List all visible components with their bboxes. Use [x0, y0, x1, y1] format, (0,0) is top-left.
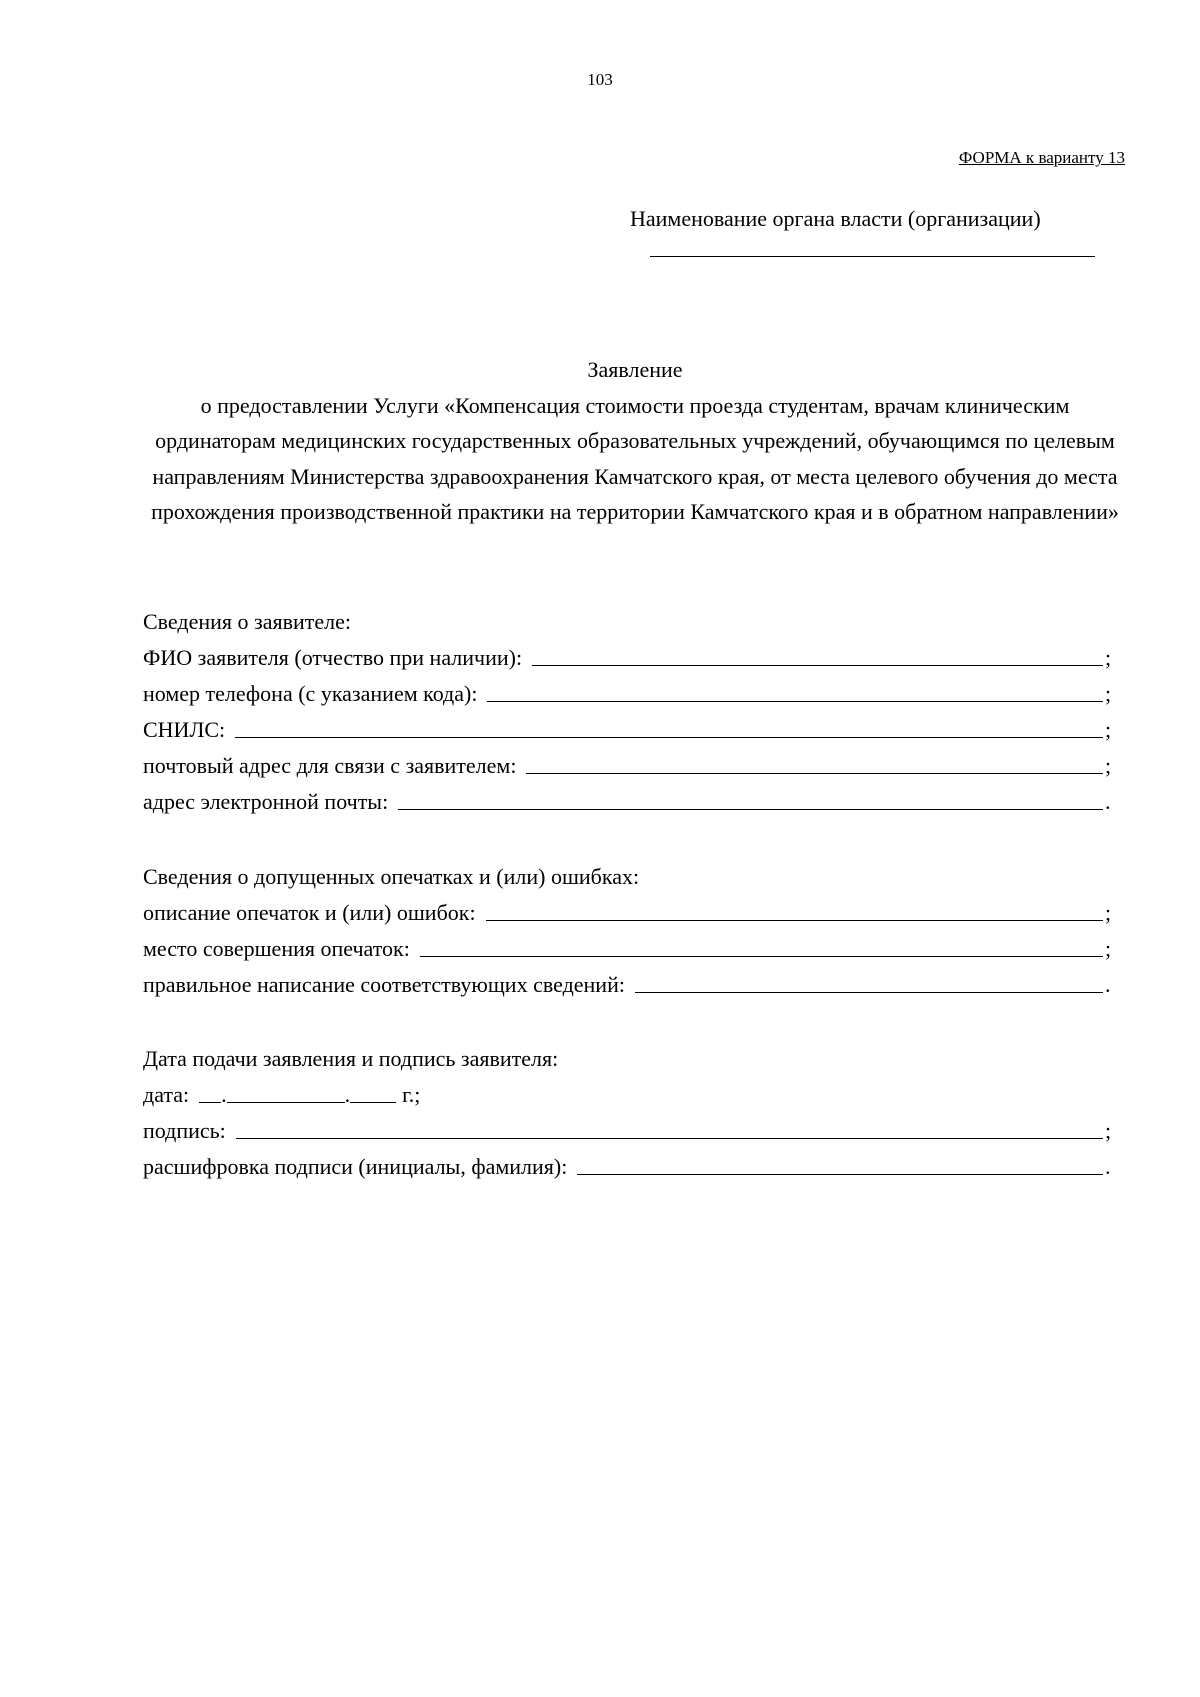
date-year-field[interactable] [350, 1102, 396, 1103]
field-terminator: . [1105, 1154, 1111, 1179]
form-reference: ФОРМА к варианту 13 [958, 148, 1125, 167]
applicant-address-label: почтовый адрес для связи с заявителем: [143, 753, 517, 778]
errors-correct-row [143, 967, 1115, 1003]
field-terminator: ; [1105, 753, 1112, 778]
date-row [143, 1077, 1115, 1113]
date-suffix: г.; [402, 1082, 421, 1107]
field-terminator: . [1105, 972, 1111, 997]
errors-correct-field[interactable] [635, 992, 1103, 993]
field-terminator: . [1105, 789, 1111, 814]
applicant-phone-field[interactable] [487, 701, 1103, 702]
field-terminator: ; [1105, 936, 1112, 961]
signature-decoding-row [143, 1149, 1115, 1185]
applicant-snils-row [143, 712, 1115, 748]
field-terminator: ; [1105, 717, 1112, 742]
applicant-phone-row [143, 676, 1115, 712]
page-number: 103 [587, 70, 613, 89]
applicant-section-header: Сведения о заявителе: [143, 609, 352, 634]
signature-decoding-label: расшифровка подписи (инициалы, фамилия): [143, 1154, 568, 1179]
errors-location-row [143, 931, 1115, 967]
signature-section-header: Дата подачи заявления и подпись заявителя: [143, 1046, 559, 1071]
applicant-snils-field[interactable] [235, 737, 1103, 738]
applicant-fio-row [143, 640, 1115, 676]
applicant-section [143, 604, 1115, 820]
errors-location-field[interactable] [420, 956, 1103, 957]
field-terminator: ; [1105, 900, 1112, 925]
applicant-phone-label: номер телефона (с указанием кода): [143, 681, 478, 706]
applicant-email-row [143, 784, 1115, 820]
organization-block [630, 206, 1105, 257]
errors-section [143, 859, 1115, 1003]
organization-name-field[interactable] [650, 256, 1095, 257]
date-label: дата: [143, 1082, 190, 1107]
applicant-address-row [143, 748, 1115, 784]
applicant-snils-label: СНИЛС: [143, 717, 226, 742]
signature-label: подпись: [143, 1118, 226, 1143]
applicant-email-field[interactable] [398, 809, 1103, 810]
applicant-email-label: адрес электронной почты: [143, 789, 389, 814]
date-separator: . [344, 1082, 351, 1107]
signature-decoding-field[interactable] [577, 1174, 1103, 1175]
document-title-block [140, 352, 1130, 530]
date-month-field[interactable] [227, 1102, 345, 1103]
applicant-fio-label: ФИО заявителя (отчество при наличии): [143, 645, 523, 670]
errors-description-field[interactable] [486, 920, 1103, 921]
errors-description-label: описание опечаток и (или) ошибок: [143, 900, 476, 925]
errors-description-row [143, 895, 1115, 931]
errors-location-label: место совершения опечаток: [143, 936, 410, 961]
applicant-fio-field[interactable] [532, 665, 1103, 666]
date-separator: . [221, 1082, 227, 1107]
applicant-address-field[interactable] [526, 773, 1103, 774]
field-terminator: ; [1105, 645, 1112, 670]
field-terminator: ; [1105, 681, 1112, 706]
date-day-field[interactable] [199, 1102, 221, 1103]
document-title: Заявление [587, 357, 683, 382]
signature-section [143, 1041, 1115, 1185]
errors-section-header: Сведения о допущенных опечатках и (или) ошибках: [143, 864, 640, 889]
signature-field[interactable] [236, 1138, 1103, 1139]
organization-name-label: Наименование органа власти (организации) [630, 206, 1041, 231]
signature-row [143, 1113, 1115, 1149]
field-terminator: ; [1105, 1118, 1112, 1143]
errors-correct-label: правильное написание соответствующих сведений: [143, 972, 625, 997]
document-subtitle: о предоставлении Услуги «Компенсация стоимости проезда студентам, врачам клиническим ординаторам медицинских государственных образовательных учреждений, обучающимся по целевым направлениям Министерства здравоохранения Камчатского края, от места целевого обучения до места прохождения производственной практики на территории Камчатского края и в обратном направлении» [151, 392, 1119, 524]
